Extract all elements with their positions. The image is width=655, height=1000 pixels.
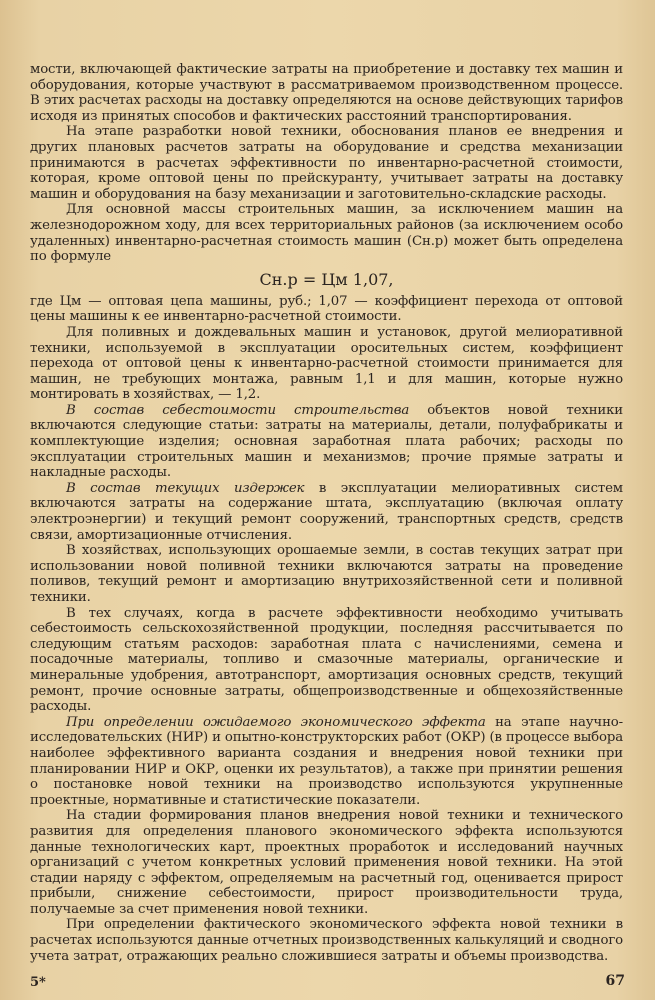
paragraph: На этапе разработки новой техники, обоснования планов ее внедрения и других плановых расчетов затраты на оборудование и средства механизации принимаются в расчетах эффективности по инвентарно-расчетной стоимости, которая, кроме оптовой цены по прейскуранту, учитывает затраты на доставку машин и оборудования на базу механизации и заготовительно-складские расходы. — [30, 124, 623, 202]
paragraph: При определении фактического экономического эффекта новой техники в расчетах используются данные отчетных производственных калькуляций и сводного учета затрат, отражающих реально сложившиеся затраты и объемы производства. — [30, 917, 623, 964]
signature-mark: 5* — [30, 975, 46, 990]
paragraph: Для поливных и дождевальных машин и установок, другой мелиоративной техники, используемой в эксплуатации оросительных систем, коэффициент перехода от оптовой цены к инвентарно-расчетной стоимости принимается для машин, не требующих монтажа, равным 1,1 и для машин, которые нужно монтировать в хозяйствах, — 1,2. — [30, 324, 623, 403]
formula-lhs: Cн.р — [259, 269, 298, 289]
formula-rhs: Цм 1,07, — [321, 269, 394, 289]
page-number: 67 — [605, 973, 625, 989]
italic-lead: В состав себестоимости строительства — [66, 402, 410, 418]
paragraph: мости, включающей фактические затраты на приобретение и доставку тех машин и оборудования, которые участвуют в рассматриваемом производственном процессе. В этих расчетах расходы на доставку определяются на основе действующих тарифов исходя из принятых способов и фактических расстояний транспортирования. — [30, 62, 623, 124]
paragraph-text: на этапе научно-исследовательских (НИР) и опытно-конструкторских работ (ОКР) (в процессе выбора наиболее эффективного варианта создания и внедрения новой техники при планировании НИР и ОКР, оценки их результатов), а также при принятии решения о постановке новой техники на производство используются укрупненные проектные, нормативные и статистические показатели. — [30, 714, 623, 808]
italic-lead: В состав текущих издержек — [66, 480, 305, 496]
formula-equals: = — [302, 269, 322, 289]
paragraph: В хозяйствах, использующих орошаемые земли, в состав текущих затрат при использовании новой поливной техники включаются затраты на проведение поливов, текущий ремонт и амортизацию внутрихозяйственной сети и поливной техники. — [30, 543, 623, 605]
paragraph — [30, 715, 623, 809]
italic-lead: При определении ожидаемого экономического эффекта — [66, 714, 486, 730]
formula — [30, 269, 623, 291]
paragraph — [30, 403, 623, 481]
paragraph: На стадии формирования планов внедрения новой техники и технического развития для определения планового экономического эффекта используются данные технологических карт, проектных проработок и исследований научных организаций с учетом конкретных условий применения новой техники. На этой стадии наряду с эффектом, определяемым на расчетный год, оценивается прирост прибыли, снижение себестоимости, прирост производительности труда, получаемые за счет применения новой техники. — [30, 808, 623, 917]
paragraph: где Цм — оптовая цепа машины, руб.; 1,07 — коэффициент перехода от оптовой цены машины к ее инвентарно-расчетной стоимости. — [30, 293, 623, 325]
paragraph-text: объектов новой техники включаются следующие статьи: затраты на материалы, детали, полуфабрикаты и комплектующие изделия; основная заработная плата рабочих; расходы по эксплуатации строительных машин и механизмов; прочие прямые затраты и накладные расходы. — [30, 402, 623, 481]
paragraph: Для основной массы строительных машин, за исключением машин на железнодорожном ходу, для всех территориальных районов (за исключением особо удаленных) инвентарно-расчетная стоимость машин (Cн.р) может быть определена по формуле — [30, 202, 623, 265]
paragraph-text: в эксплуатации мелиоративных систем включаются затраты на содержание штата, эксплуатацию (включая оплату электроэнергии) и текущий ремонт сооружений, транспортных средств, средств связи, амортизационные отчисления. — [30, 480, 623, 543]
paragraph: В тех случаях, когда в расчете эффективности необходимо учитывать себестоимость сельскохозяйственной продукции, последняя рассчитывается по следующим статьям расходов: заработная плата с начислениями, семена и посадочные материалы, топливо и смазочные материалы, органические и минеральные удобрения, автотранспорт, амортизация основных средств, текущий ремонт, прочие основные затраты, общепроизводственные и общехозяйственные расходы. — [30, 605, 623, 715]
page-body — [30, 62, 623, 964]
paragraph — [30, 481, 623, 543]
